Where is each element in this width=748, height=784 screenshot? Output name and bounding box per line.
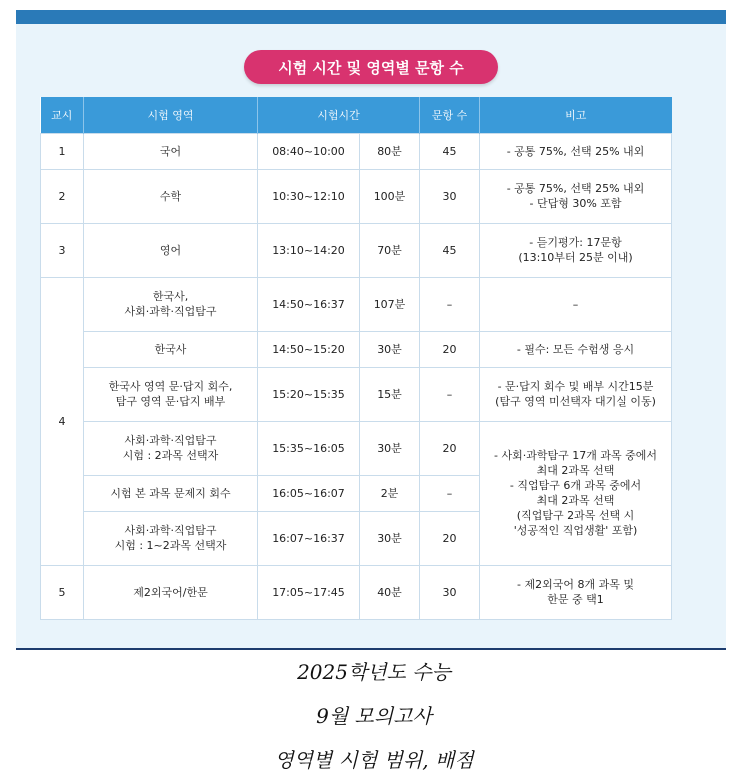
- note-cell: - 제2외국어 8개 과목 및 한문 중 택1: [480, 565, 672, 619]
- area-cell: 한국사, 사회·과학·직업탐구: [84, 277, 258, 331]
- duration-cell: 80분: [360, 133, 420, 169]
- count-cell: 45: [420, 223, 480, 277]
- period-cell: 1: [41, 133, 84, 169]
- time-cell: 14:50~15:20: [258, 331, 360, 367]
- duration-cell: 70분: [360, 223, 420, 277]
- note-cell: - 문·답지 회수 및 배부 시간15분 (탐구 영역 미선택자 대기실 이동): [480, 367, 672, 421]
- col-header-count: 문항 수: [420, 97, 480, 133]
- panel-top-bar: [16, 10, 726, 24]
- col-header-area: 시험 영역: [84, 97, 258, 133]
- duration-cell: 30분: [360, 511, 420, 565]
- area-cell: 한국사: [84, 331, 258, 367]
- time-cell: 13:10~14:20: [258, 223, 360, 277]
- period-cell: 2: [41, 169, 84, 223]
- count-cell: –: [420, 367, 480, 421]
- caption-line-3: 영역별 시험 범위, 배점: [274, 748, 474, 772]
- duration-cell: 2분: [360, 475, 420, 511]
- note-cell: –: [480, 277, 672, 331]
- caption-line-2: 9월 모의고사: [316, 704, 432, 728]
- note-cell: - 듣기평가: 17문항 (13:10부터 25분 이내): [480, 223, 672, 277]
- col-header-period: 교시: [41, 97, 84, 133]
- col-header-note: 비고: [480, 97, 672, 133]
- table-row: [41, 367, 672, 421]
- table-row: [41, 565, 672, 619]
- count-cell: 20: [420, 331, 480, 367]
- table-row: [41, 331, 672, 367]
- table-header-row: [41, 97, 672, 133]
- count-cell: 30: [420, 169, 480, 223]
- time-cell: 15:20~15:35: [258, 367, 360, 421]
- count-cell: 20: [420, 511, 480, 565]
- time-cell: 17:05~17:45: [258, 565, 360, 619]
- section-title: 시험 시간 및 영역별 문항 수: [244, 50, 498, 84]
- area-cell: 시험 본 과목 문제지 회수: [84, 475, 258, 511]
- period-cell: 4: [41, 277, 84, 565]
- duration-cell: 40분: [360, 565, 420, 619]
- table-row: [41, 133, 672, 169]
- duration-cell: 107분: [360, 277, 420, 331]
- area-cell: 제2외국어/한문: [84, 565, 258, 619]
- area-cell: 사회·과학·직업탐구 시험 : 2과목 선택자: [84, 421, 258, 475]
- duration-cell: 100분: [360, 169, 420, 223]
- exam-schedule-table: [40, 97, 672, 620]
- area-cell: 영어: [84, 223, 258, 277]
- caption-divider: [16, 648, 726, 650]
- caption-line-1: 2025학년도 수능: [297, 660, 451, 684]
- period-cell: 5: [41, 565, 84, 619]
- time-cell: 15:35~16:05: [258, 421, 360, 475]
- time-cell: 16:05~16:07: [258, 475, 360, 511]
- duration-cell: 30분: [360, 421, 420, 475]
- time-cell: 08:40~10:00: [258, 133, 360, 169]
- table-row: [41, 277, 672, 331]
- note-cell: - 사회·과학탐구 17개 과목 중에서 최대 2과목 선택 - 직업탐구 6개 과목 중에서 최대 2과목 선택 (직업탐구 2과목 선택 시 '성공적인 직업생활' 포함): [480, 421, 672, 565]
- table-row: [41, 223, 672, 277]
- count-cell: –: [420, 277, 480, 331]
- area-cell: 한국사 영역 문·답지 회수, 탐구 영역 문·답지 배부: [84, 367, 258, 421]
- count-cell: –: [420, 475, 480, 511]
- col-header-time: 시험시간: [258, 97, 420, 133]
- time-cell: 10:30~12:10: [258, 169, 360, 223]
- table-row: [41, 169, 672, 223]
- count-cell: 30: [420, 565, 480, 619]
- area-cell: 사회·과학·직업탐구 시험 : 1~2과목 선택자: [84, 511, 258, 565]
- count-cell: 45: [420, 133, 480, 169]
- period-cell: 3: [41, 223, 84, 277]
- duration-cell: 30분: [360, 331, 420, 367]
- area-cell: 수학: [84, 169, 258, 223]
- duration-cell: 15분: [360, 367, 420, 421]
- count-cell: 20: [420, 421, 480, 475]
- table-row: [41, 421, 672, 475]
- note-cell: - 공통 75%, 선택 25% 내외 - 단답형 30% 포함: [480, 169, 672, 223]
- time-cell: 14:50~16:37: [258, 277, 360, 331]
- note-cell: - 공통 75%, 선택 25% 내외: [480, 133, 672, 169]
- area-cell: 국어: [84, 133, 258, 169]
- note-cell: - 필수: 모든 수험생 응시: [480, 331, 672, 367]
- time-cell: 16:07~16:37: [258, 511, 360, 565]
